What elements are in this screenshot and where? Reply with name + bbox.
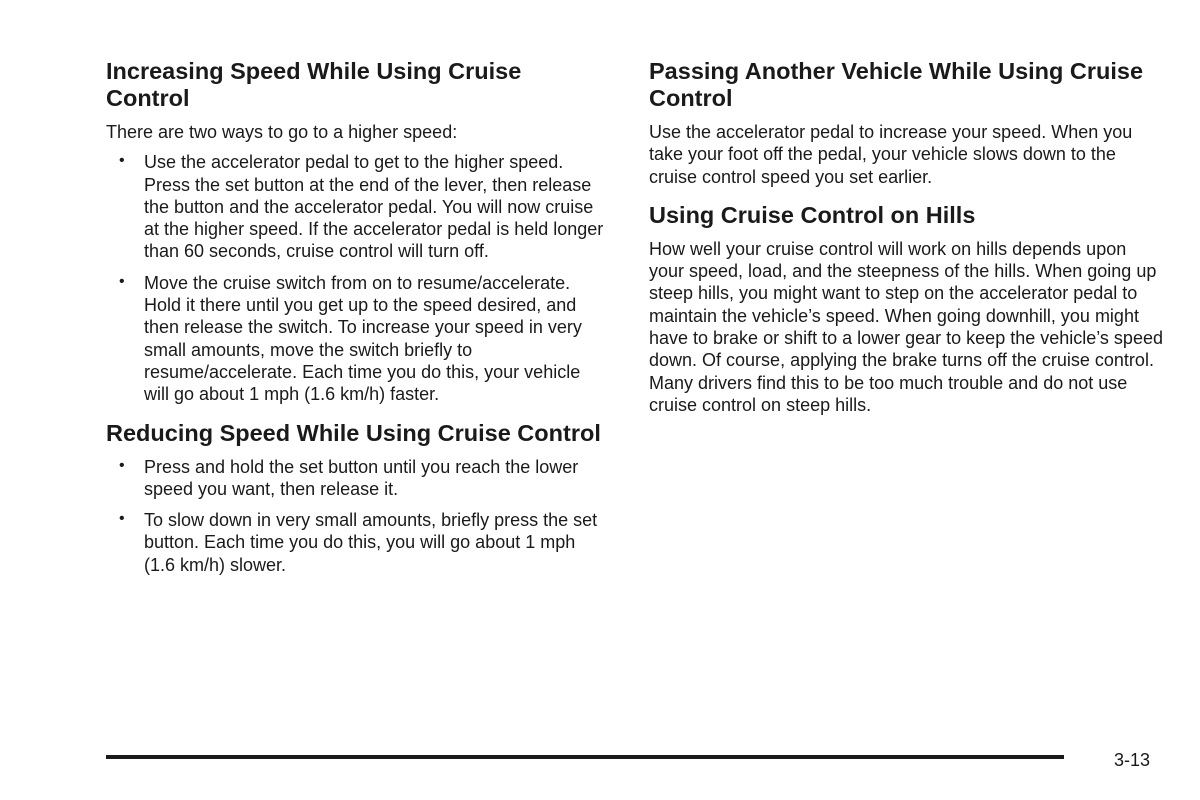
bullet-icon: • bbox=[119, 272, 125, 290]
hills-body: How well your cruise control will work on hills depends upon your speed, load, and the steepness of the hills. When going up steep hills, you might want to step on the accelerator pedal to maintain the vehicle’s speed. When going downhill, you might have to brake or shift to a lower gear to keep the vehicle’s speed down. Of course, applying the brake turns off the cruise control. Many drivers find this to be too much trouble and do not use cruise control on steep hills. bbox=[649, 238, 1163, 415]
reducing-speed-section bbox=[106, 420, 606, 576]
list-item bbox=[106, 456, 606, 501]
list-item-text: Press and hold the set button until you reach the lower speed you want, then release it. bbox=[144, 456, 579, 499]
page-number: 3-13 bbox=[1114, 750, 1151, 770]
reducing-speed-list bbox=[106, 456, 606, 576]
increasing-speed-intro: There are two ways to go to a higher speed: bbox=[106, 122, 458, 142]
right-column bbox=[649, 58, 1164, 430]
increasing-speed-list bbox=[106, 151, 606, 405]
list-item-text: To slow down in very small amounts, briefly press the set button. Each time you do this, you will go about 1 mph (1.6 km/h) slower. bbox=[144, 510, 598, 575]
hills-heading: Using Cruise Control on Hills bbox=[649, 201, 976, 228]
list-item-text: Use the accelerator pedal to get to the higher speed. Press the set button at the end of the lever, then release the button and the accelerator pedal. You will now cruise at the higher speed. If the accelerator pedal is held longer than 60 seconds, cruise control will turn off. bbox=[144, 152, 604, 262]
footer-rule bbox=[106, 755, 1064, 759]
list-item-text: Move the cruise switch from on to resume/accelerate. Hold it there until you get up to the speed desired, and then release the switch. To increase your speed in very small amounts, move the switch briefly to resume/accelerate. Each time you do this, your vehicle will go about 1 mph (1.6 km/h) faster. bbox=[144, 272, 582, 405]
bullet-icon: • bbox=[119, 510, 125, 528]
increasing-speed-heading: Increasing Speed While Using Cruise Control bbox=[106, 58, 522, 111]
passing-vehicle-body: Use the accelerator pedal to increase your speed. When you take your foot off the pedal, your vehicle slows down to the cruise control speed you set earlier. bbox=[649, 122, 1133, 187]
list-item bbox=[106, 509, 606, 576]
reducing-speed-heading: Reducing Speed While Using Cruise Control bbox=[106, 419, 601, 446]
list-item bbox=[106, 272, 606, 406]
bullet-icon: • bbox=[119, 152, 125, 170]
passing-vehicle-heading: Passing Another Vehicle While Using Cruise Control bbox=[649, 58, 1144, 111]
bullet-icon: • bbox=[119, 456, 125, 474]
passing-vehicle-section bbox=[649, 58, 1164, 188]
left-column bbox=[106, 58, 606, 590]
list-item bbox=[106, 151, 606, 262]
increasing-speed-section bbox=[106, 58, 606, 406]
hills-section bbox=[649, 202, 1164, 416]
